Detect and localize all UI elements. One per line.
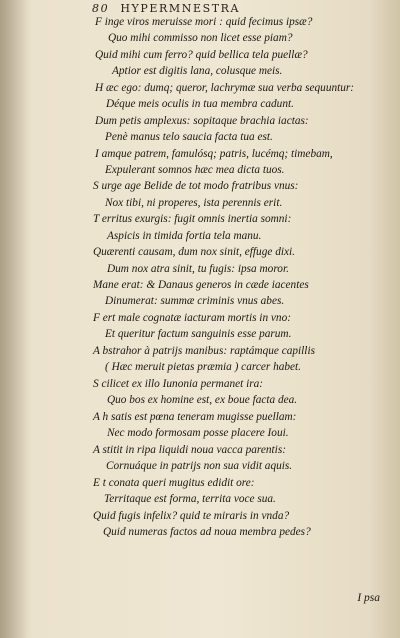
gutter-shadow: [0, 0, 28, 638]
verse-line: F ert male cognatæ iacturam mortis in vno:: [93, 312, 291, 324]
verse-line: Dinumerat: summæ criminis vnus abes.: [105, 295, 285, 307]
verse-line: Aptior est digitis lana, colusque meis.: [112, 65, 283, 77]
verse-line: Mane erat: & Danaus generos in cæde iacentes: [93, 279, 309, 291]
verse-line: A bstrahor à patrijs manibus: raptámque capillis: [93, 345, 315, 357]
verse-line: Cornuáque in patrijs non sua vidit aquis.: [106, 460, 293, 472]
verse-line: S cilicet ex illo Iunonia permanet ira:: [93, 378, 264, 390]
verse-line: Dum petis amplexus: sopitaque brachia iactas:: [95, 115, 309, 127]
verse-line: Nec modo formosam posse placere Ioui.: [107, 427, 289, 439]
verse-line: E t conata queri mugitus edidit ore:: [93, 477, 255, 489]
verse-line: F inge viros meruisse mori : quid fecimus ipsæ?: [95, 16, 313, 28]
verse-line: T erritus exurgis: fugit omnis inertia somni:: [93, 213, 292, 225]
verse-line: Expulerant somnos hæc mea dicta tuos.: [105, 164, 285, 176]
verse-line: Quid numeras factos ad noua membra pedes?: [103, 526, 311, 538]
page-number: 80: [92, 2, 110, 15]
verse-line: Aspicis in timida fortia tela manu.: [107, 230, 262, 242]
verse-line: Et queritur factum sanguinis esse parum.: [105, 328, 292, 340]
verse-line: Quo bos ex homine est, ex boue facta dea.: [107, 394, 298, 406]
page-header: [92, 2, 240, 15]
verse-line: A h satis est pœna teneram mugisse puellam:: [93, 411, 297, 423]
verse-line: S urge age Belide de tot modo fratribus vnus:: [93, 180, 299, 192]
verse-line: Quid fugis infelix? quid te miraris in vnda?: [93, 510, 290, 522]
verse-line: A stitit in ripa liquidi noua vacca parentis:: [93, 444, 286, 456]
verse-line: Déque meis oculis in tua membra cadunt.: [106, 98, 294, 110]
verse-line: Quid mihi cum ferro? quid bellica tela puellæ?: [95, 49, 308, 61]
verse-line: ( Hæc meruit pietas præmia ) carcer habet.: [105, 361, 301, 373]
verse-line: I amque patrem, famulósq; patris, lucémq; timebam,: [95, 148, 333, 160]
verse-line: Nox tibi, ni properes, ista perennis erit.: [105, 197, 283, 209]
verse-line: Penè manus telo saucia facta tua est.: [105, 131, 273, 143]
verse-line: Quo mihi commisso non licet esse piam?: [108, 32, 293, 44]
running-title: HYPERMNESTRA: [120, 2, 241, 15]
verse-line: H æc ego: dumq; queror, lachrymæ sua verba sequuntur:: [95, 82, 355, 94]
verse-line: Dum nox atra sinit, tu fugis: ipsa moror.: [107, 263, 289, 275]
verse-line: Territaque est forma, territa voce sua.: [104, 493, 276, 505]
catchword: I psa: [357, 592, 380, 604]
verse-line: Quærenti causam, dum nox sinit, effuge dixi.: [93, 246, 295, 258]
